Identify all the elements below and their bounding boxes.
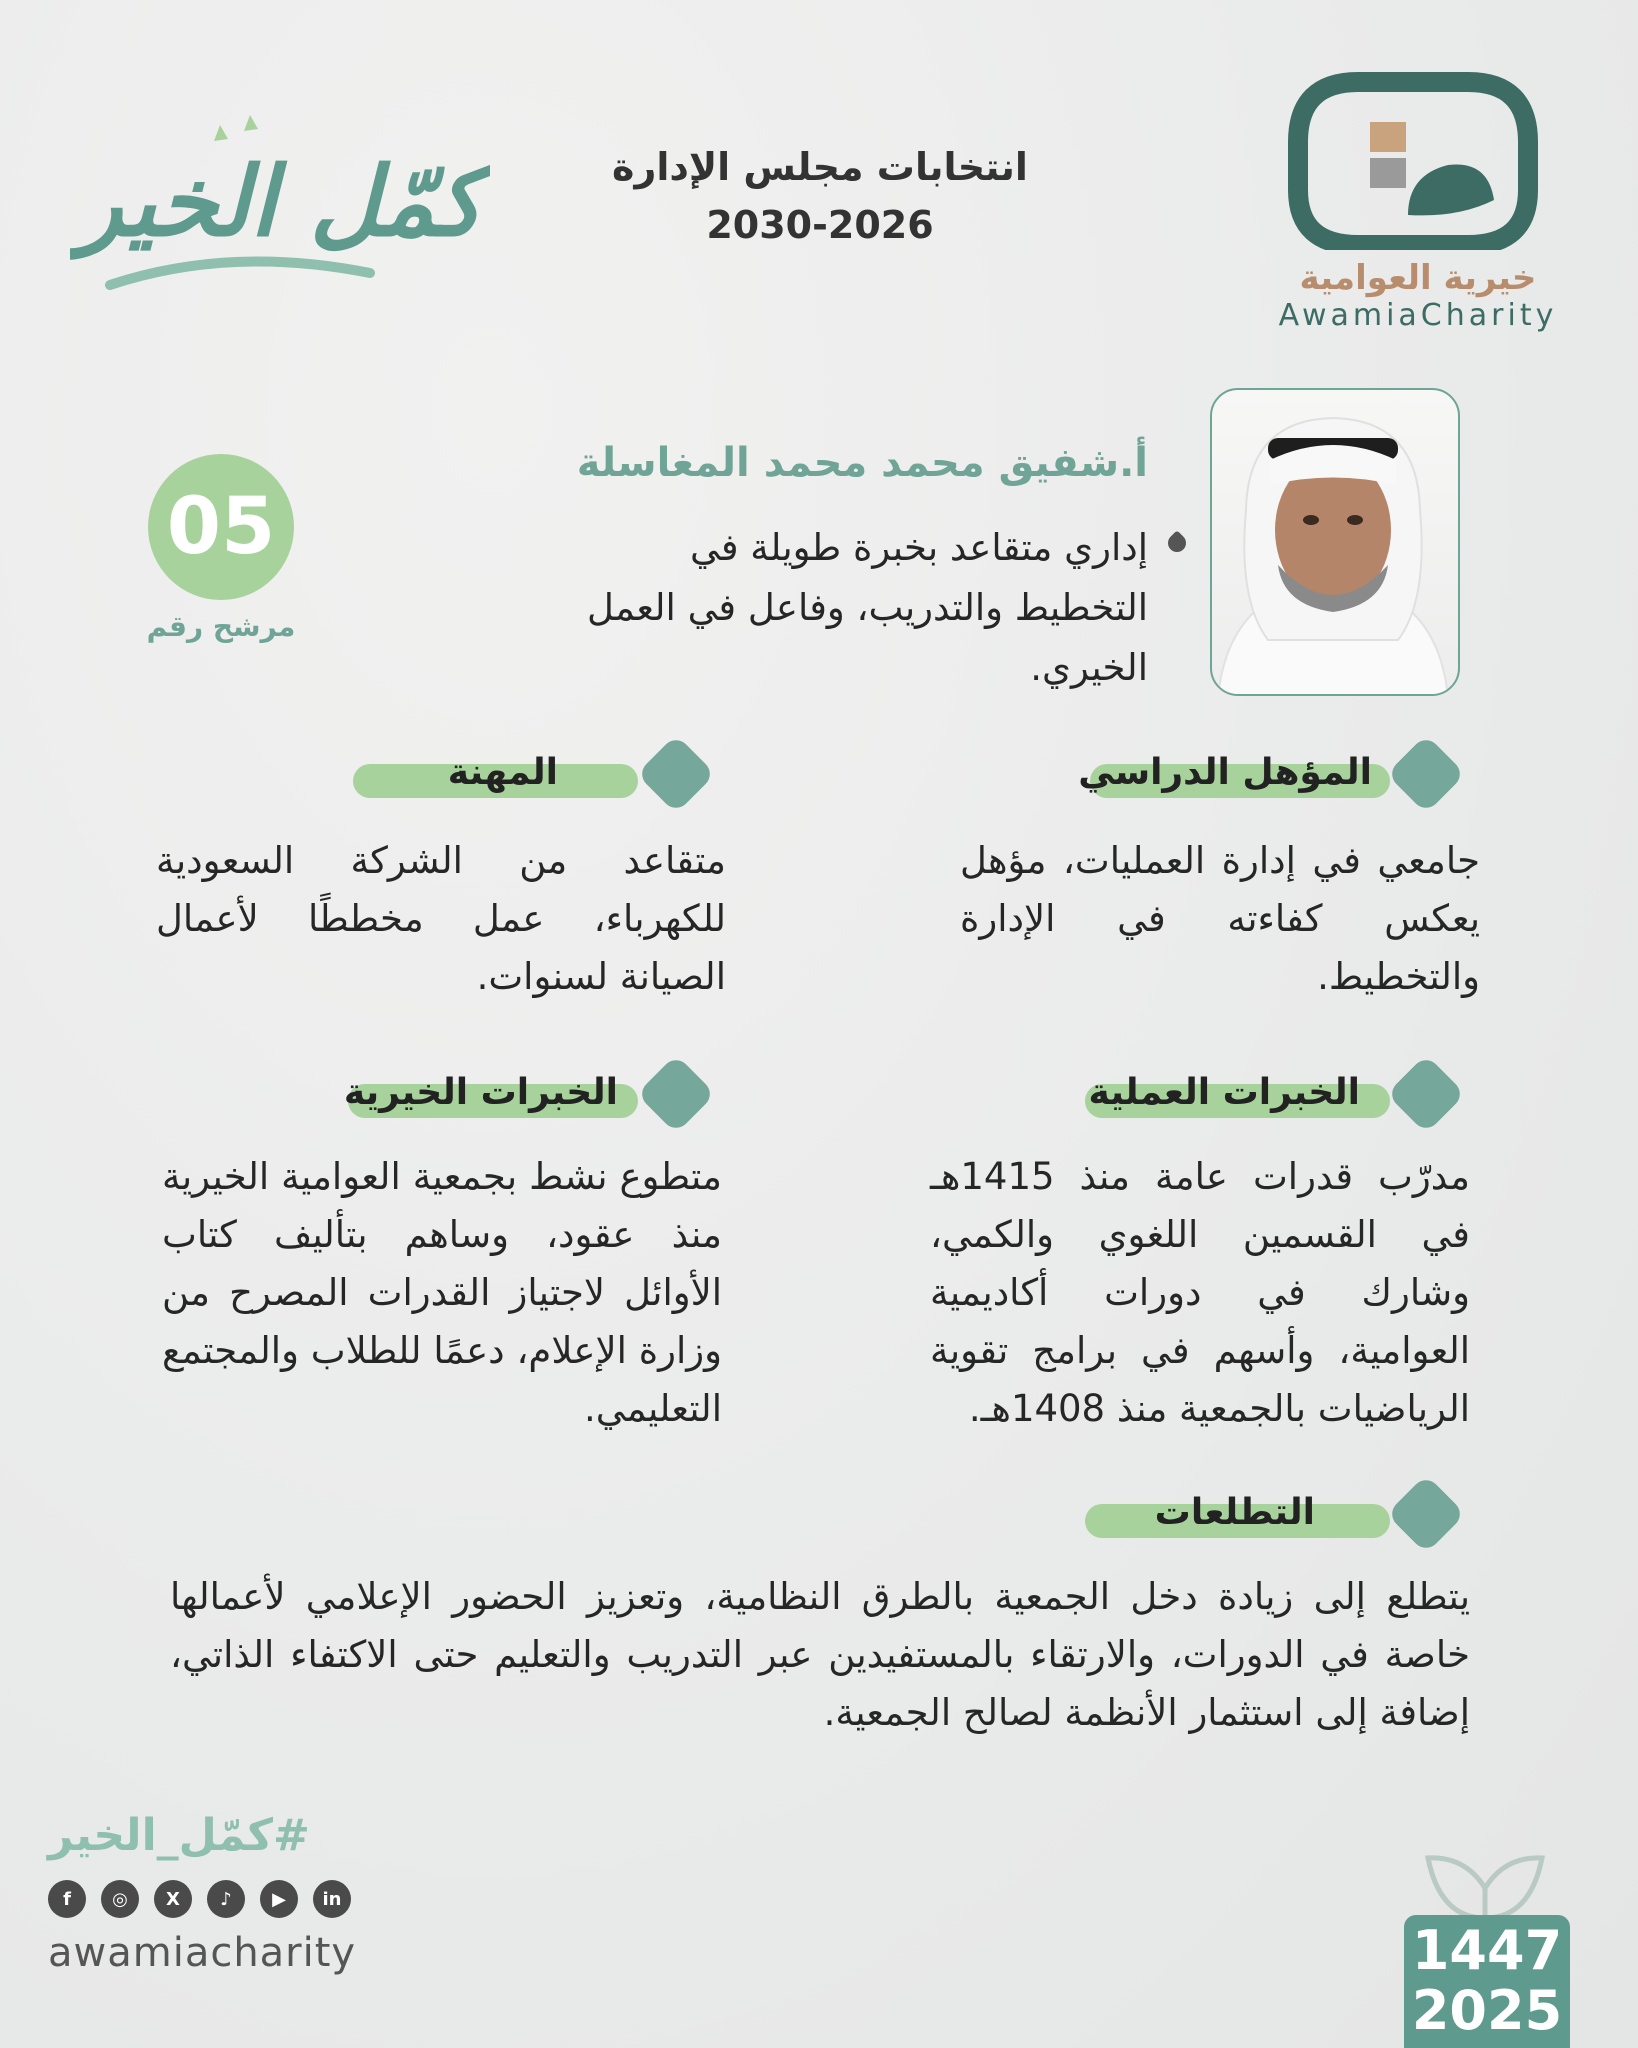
candidate-number-label: مرشح رقم xyxy=(146,610,296,643)
tiktok-icon[interactable]: ♪ xyxy=(207,1880,245,1918)
title-line-2: 2030-2026 xyxy=(706,203,934,247)
section-body-aspirations: يتطلع إلى زيادة دخل الجمعية بالطرق النظامية، وتعزيز الحضور الإعلامي لأعمالها خاصة في الدورات، والارتقاء بالمستفيدين عبر التدريب والتعليم حتى الاكتفاء الذاتي، إضافة إلى استثمار الأنظمة لصالح الجمعية. xyxy=(170,1575,1470,1734)
brand-name-ar: خيرية العوامية xyxy=(1299,258,1537,298)
section-header-practical xyxy=(1030,1066,1460,1120)
brand-mark-icon xyxy=(1258,70,1578,250)
instagram-icon[interactable]: ◎ xyxy=(101,1880,139,1918)
campaign-hashtag: #كمّل_الخير xyxy=(48,1810,310,1861)
brand-name-en: AwamiaCharity xyxy=(1278,298,1558,333)
facebook-icon[interactable]: f xyxy=(48,1880,86,1918)
candidate-bio: إداري متقاعد بخبرة طويلة في التخطيط والتدريب، وفاعل في العمل الخيري. xyxy=(587,526,1148,689)
section-title-practical: الخبرات العملية xyxy=(1088,1072,1360,1113)
section-header-profession xyxy=(288,746,718,800)
section-body-profession: متقاعد من الشركة السعودية للكهرباء، عمل مخططًا لأعمال الصيانة لسنوات. xyxy=(156,839,726,998)
youtube-icon[interactable]: ▶ xyxy=(260,1880,298,1918)
section-body-practical: مدرّب قدرات عامة منذ 1415هـ في القسمين اللغوي والكمي، وشارك في دورات أكاديمية العوامية، وأسهم في برامج تقوية الرياضيات بالجمعية منذ 1408هـ. xyxy=(930,1155,1470,1430)
candidate-name: أ.شفيق محمد محمد المغاسلة xyxy=(576,440,1148,486)
year-badge xyxy=(1404,1915,1570,2048)
section-body-charity: متطوع نشط بجمعية العوامية الخيرية منذ عقود، وساهم بتأليف كتاب الأوائل لاجتياز القدرات المصرح من وزارة الإعلام، دعمًا للطلاب والمجتمع التعليمي. xyxy=(162,1155,722,1430)
diamond-icon xyxy=(636,1054,715,1133)
person-portrait-icon xyxy=(1210,390,1458,696)
year-gregorian: 2025 xyxy=(1411,1979,1563,2042)
page-title xyxy=(560,138,1080,254)
title-line-1: انتخابات مجلس الإدارة xyxy=(612,145,1028,189)
section-header-aspirations xyxy=(1030,1486,1460,1540)
diamond-icon xyxy=(1386,1054,1465,1133)
campaign-slogan-logo xyxy=(70,95,490,305)
section-header-charity xyxy=(288,1066,718,1120)
section-title-profession: المهنة xyxy=(447,752,558,793)
leaf-logo-icon xyxy=(1420,1848,1550,1920)
year-hijri: 1447 xyxy=(1411,1919,1563,1982)
x-icon[interactable]: X xyxy=(154,1880,192,1918)
section-title-charity: الخبرات الخيرية xyxy=(343,1072,618,1113)
campaign-slogan-text: كمّل الخير xyxy=(76,146,484,258)
social-links xyxy=(48,1880,351,1918)
candidate-number-badge: 05 xyxy=(148,454,294,600)
diamond-icon xyxy=(1386,1474,1465,1553)
brand-logo xyxy=(1258,70,1578,340)
section-title-aspirations: التطلعات xyxy=(1154,1492,1315,1533)
social-handle[interactable]: awamiacharity xyxy=(48,1930,357,1976)
section-header-education xyxy=(1030,746,1460,800)
bullet-icon xyxy=(1164,530,1189,555)
section-title-education: المؤهل الدراسي xyxy=(1078,752,1372,793)
diamond-icon xyxy=(636,734,715,813)
diamond-icon xyxy=(1386,734,1465,813)
section-body-education: جامعي في إدارة العمليات، مؤهل يعكس كفاءته في الإدارة والتخطيط. xyxy=(960,839,1480,998)
linkedin-icon[interactable]: in xyxy=(313,1880,351,1918)
candidate-photo xyxy=(1210,388,1460,696)
